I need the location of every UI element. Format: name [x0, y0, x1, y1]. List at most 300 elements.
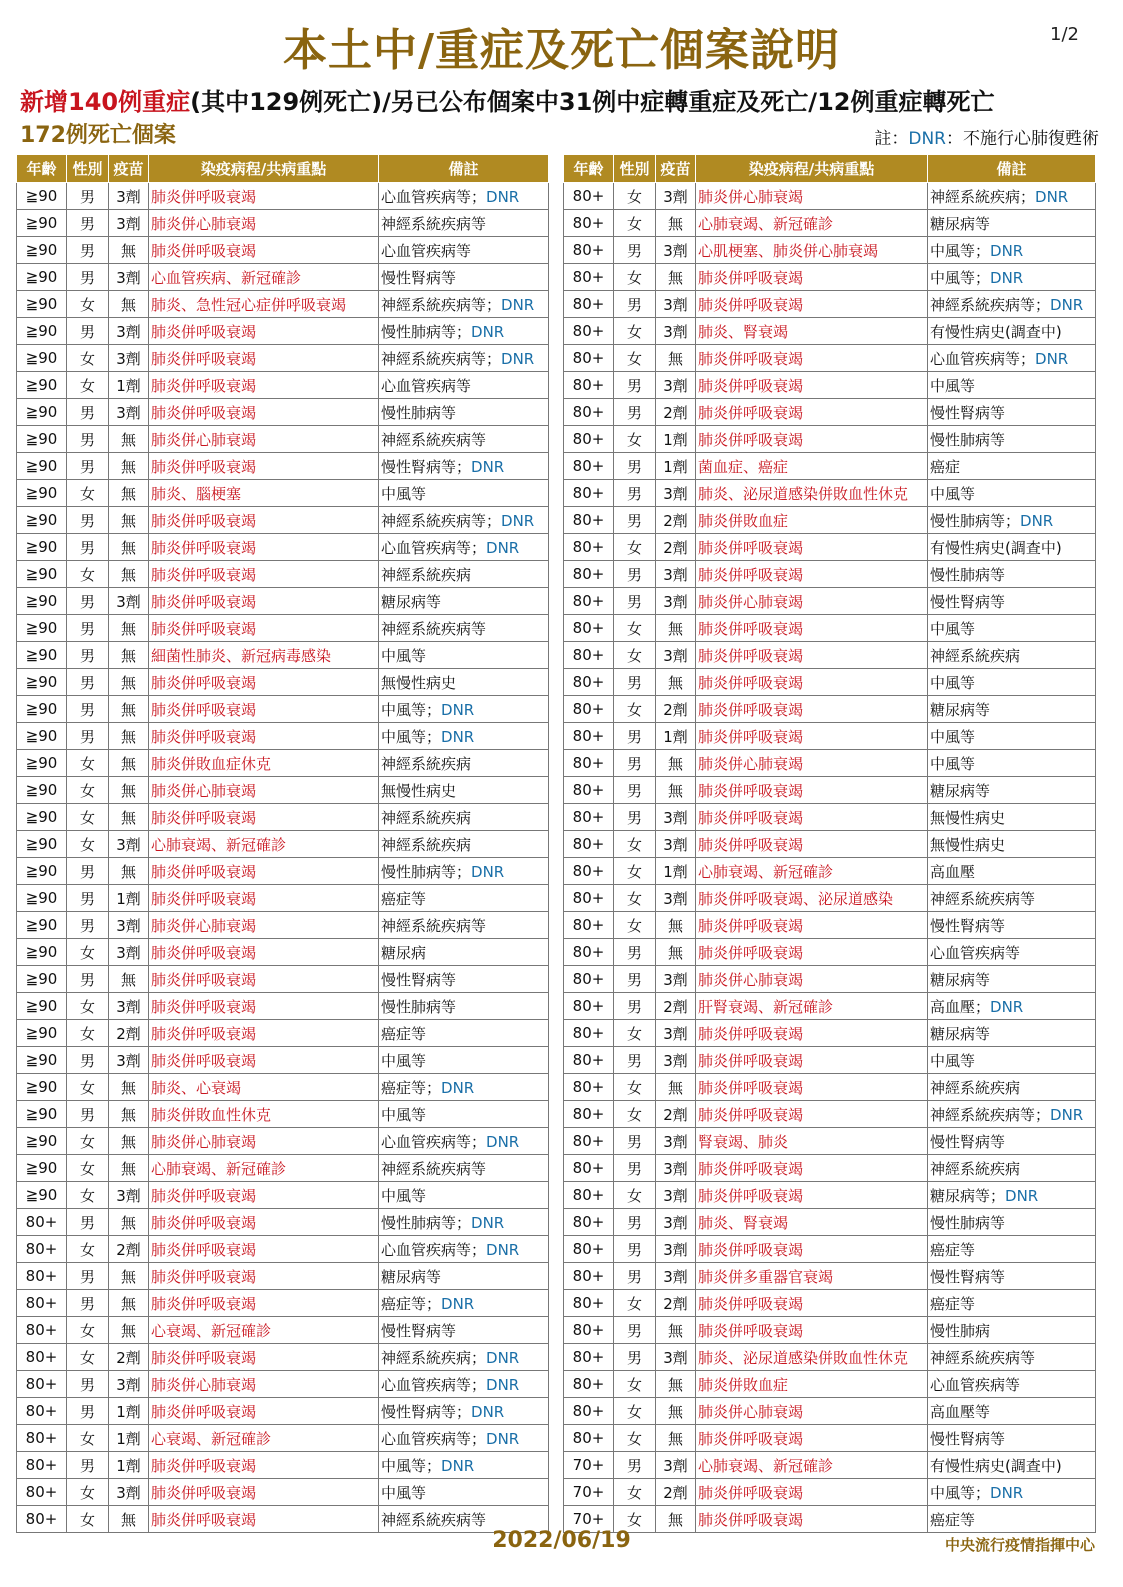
table-row — [564, 1155, 1096, 1182]
sex-cell: 男 — [614, 1209, 656, 1236]
sex-cell: 男 — [67, 237, 109, 264]
age-cell: 80+ — [564, 1263, 614, 1290]
course-cell: 細菌性肺炎、新冠病毒感染 — [149, 642, 379, 669]
age-cell: 70+ — [564, 1452, 614, 1479]
course-cell: 肺炎併心肺衰竭 — [149, 1371, 379, 1398]
sex-cell: 男 — [67, 1290, 109, 1317]
sex-cell: 男 — [614, 1317, 656, 1344]
remarks-cell — [928, 993, 1096, 1020]
remarks-cell: 神經系統疾病 — [928, 1155, 1096, 1182]
course-cell: 肺炎併呼吸衰竭 — [696, 642, 928, 669]
sex-cell: 男 — [67, 210, 109, 237]
table-row — [17, 210, 549, 237]
table-row — [564, 1290, 1096, 1317]
vaccine-cell: 無 — [656, 939, 696, 966]
sex-cell: 女 — [614, 1398, 656, 1425]
dnr-tag: DNR — [486, 1348, 520, 1367]
sex-cell: 女 — [67, 1479, 109, 1506]
vaccine-cell: 無 — [656, 1506, 696, 1533]
sex-cell: 女 — [67, 1128, 109, 1155]
dnr-tag: DNR — [1050, 295, 1084, 314]
vaccine-cell: 2劑 — [656, 534, 696, 561]
age-cell: ≧90 — [17, 750, 67, 777]
remarks-cell: 慢性腎病等 — [379, 966, 549, 993]
remarks-cell: 無慢性病史 — [379, 777, 549, 804]
age-cell: ≧90 — [17, 345, 67, 372]
remarks-text: 心血管疾病等； — [381, 1240, 487, 1259]
table-row — [17, 237, 549, 264]
age-cell: ≧90 — [17, 1182, 67, 1209]
table-row — [564, 1209, 1096, 1236]
remarks-cell: 癌症等 — [928, 1506, 1096, 1533]
table-row — [564, 966, 1096, 993]
sex-cell: 女 — [614, 183, 656, 210]
sex-cell: 女 — [614, 1506, 656, 1533]
table-row — [17, 1344, 549, 1371]
note-prefix: 註： — [874, 129, 909, 149]
course-cell: 心肺衰竭、新冠確診 — [149, 831, 379, 858]
remarks-cell: 有慢性病史(調查中) — [928, 534, 1096, 561]
table-row — [17, 183, 549, 210]
age-cell: 80+ — [564, 588, 614, 615]
course-cell: 肺炎、腎衰竭 — [696, 1209, 928, 1236]
remarks-cell — [379, 1425, 549, 1452]
table-row — [17, 1263, 549, 1290]
sex-cell: 女 — [614, 426, 656, 453]
age-cell: 80+ — [564, 1074, 614, 1101]
remarks-cell — [379, 1452, 549, 1479]
remarks-cell: 癌症等 — [928, 1290, 1096, 1317]
remarks-cell — [379, 1236, 549, 1263]
sex-cell: 男 — [67, 885, 109, 912]
table-row — [17, 1452, 549, 1479]
table-row — [17, 1209, 549, 1236]
remarks-text: 慢性肺病等； — [381, 322, 472, 341]
sex-cell: 男 — [67, 1263, 109, 1290]
table-row — [17, 345, 549, 372]
course-cell: 肺炎併呼吸衰竭 — [696, 669, 928, 696]
remarks-cell — [928, 345, 1096, 372]
dnr-tag: DNR — [1035, 187, 1069, 206]
sex-cell: 男 — [67, 669, 109, 696]
remarks-text: 糖尿病等； — [930, 1186, 1006, 1205]
table-row — [17, 1317, 549, 1344]
age-cell: 80+ — [564, 1236, 614, 1263]
sex-cell: 女 — [614, 696, 656, 723]
remarks-cell: 中風等 — [928, 372, 1096, 399]
sex-cell: 女 — [67, 1317, 109, 1344]
sex-cell: 男 — [67, 642, 109, 669]
age-cell: ≧90 — [17, 237, 67, 264]
remarks-cell — [379, 1371, 549, 1398]
table-row — [564, 210, 1096, 237]
course-cell: 肺炎併呼吸衰竭 — [149, 1182, 379, 1209]
dnr-tag: DNR — [471, 322, 505, 341]
course-cell: 心肺衰竭、新冠確診 — [696, 210, 928, 237]
remarks-text: 心血管疾病等； — [381, 538, 487, 557]
age-cell: 80+ — [564, 1101, 614, 1128]
remarks-text: 神經系統疾病等； — [930, 295, 1051, 314]
remarks-cell: 慢性腎病等 — [928, 399, 1096, 426]
sex-cell: 男 — [67, 723, 109, 750]
remarks-cell — [379, 1209, 549, 1236]
col-vaccine: 疫苗 — [656, 155, 696, 183]
vaccine-cell: 無 — [656, 1074, 696, 1101]
table-row — [17, 1074, 549, 1101]
table-row — [564, 1182, 1096, 1209]
table-row — [17, 1479, 549, 1506]
sex-cell: 男 — [67, 318, 109, 345]
course-cell: 肺炎併呼吸衰竭 — [696, 831, 928, 858]
remarks-cell: 中風等 — [379, 480, 549, 507]
course-cell: 肺炎併呼吸衰竭 — [696, 372, 928, 399]
table-row — [17, 1371, 549, 1398]
dnr-tag: DNR — [441, 1294, 475, 1313]
vaccine-cell: 3劑 — [656, 885, 696, 912]
vaccine-cell: 無 — [656, 345, 696, 372]
sex-cell: 男 — [614, 966, 656, 993]
table-row — [17, 426, 549, 453]
course-cell: 肺炎、泌尿道感染併敗血性休克 — [696, 480, 928, 507]
table-row — [564, 1101, 1096, 1128]
remarks-cell: 糖尿病等 — [928, 1020, 1096, 1047]
vaccine-cell: 3劑 — [656, 804, 696, 831]
vaccine-cell: 3劑 — [656, 1344, 696, 1371]
table-row — [564, 1317, 1096, 1344]
vaccine-cell: 1劑 — [656, 723, 696, 750]
note-dnr: DNR — [908, 129, 946, 149]
table-row — [564, 1344, 1096, 1371]
age-cell: 80+ — [564, 831, 614, 858]
sex-cell: 男 — [614, 1344, 656, 1371]
age-cell: 80+ — [17, 1479, 67, 1506]
case-table-left — [16, 154, 549, 1533]
table-row — [564, 1047, 1096, 1074]
table-row — [17, 858, 549, 885]
dnr-tag: DNR — [486, 1132, 520, 1151]
remarks-text: 神經系統疾病等； — [381, 349, 502, 368]
vaccine-cell: 無 — [109, 1317, 149, 1344]
remarks-cell: 神經系統疾病 — [379, 750, 549, 777]
age-cell: 80+ — [564, 480, 614, 507]
course-cell: 肺炎併呼吸衰竭 — [149, 1344, 379, 1371]
remarks-cell: 神經系統疾病 — [928, 1074, 1096, 1101]
dnr-tag: DNR — [486, 538, 520, 557]
remarks-cell: 糖尿病等 — [928, 966, 1096, 993]
age-cell: 80+ — [564, 1344, 614, 1371]
vaccine-cell: 2劑 — [656, 696, 696, 723]
table-row — [17, 1128, 549, 1155]
age-cell: 80+ — [17, 1371, 67, 1398]
age-cell: 80+ — [564, 372, 614, 399]
sex-cell: 女 — [67, 750, 109, 777]
table-row — [564, 1398, 1096, 1425]
age-cell: 80+ — [564, 642, 614, 669]
vaccine-cell: 3劑 — [656, 1155, 696, 1182]
sex-cell: 男 — [67, 264, 109, 291]
table-row — [17, 1020, 549, 1047]
remarks-cell — [379, 291, 549, 318]
course-cell: 心肺衰竭、新冠確診 — [149, 1155, 379, 1182]
col-course: 染疫病程/共病重點 — [696, 155, 928, 183]
table-row — [564, 750, 1096, 777]
course-cell: 肺炎併心肺衰竭 — [149, 912, 379, 939]
course-cell: 心肌梗塞、肺炎併心肺衰竭 — [696, 237, 928, 264]
age-cell: 80+ — [17, 1344, 67, 1371]
remarks-cell: 心血管疾病等 — [379, 372, 549, 399]
table-row — [17, 831, 549, 858]
remarks-cell: 有慢性病史(調查中) — [928, 1452, 1096, 1479]
table-row — [17, 264, 549, 291]
remarks-text: 慢性肺病等； — [381, 862, 472, 881]
vaccine-cell: 3劑 — [656, 1209, 696, 1236]
remarks-cell — [379, 1290, 549, 1317]
age-cell: 80+ — [564, 723, 614, 750]
dnr-tag: DNR — [990, 268, 1024, 287]
course-cell: 肺炎併心肺衰竭 — [149, 210, 379, 237]
age-cell: 80+ — [564, 318, 614, 345]
age-cell: ≧90 — [17, 318, 67, 345]
remarks-cell — [379, 1128, 549, 1155]
remarks-cell: 糖尿病等 — [379, 588, 549, 615]
age-cell: 80+ — [564, 885, 614, 912]
remarks-text: 心血管疾病等； — [381, 1375, 487, 1394]
sex-cell: 女 — [67, 372, 109, 399]
remarks-cell — [928, 1479, 1096, 1506]
dnr-tag: DNR — [501, 511, 535, 530]
course-cell: 肺炎併呼吸衰竭 — [696, 1020, 928, 1047]
vaccine-cell: 3劑 — [109, 345, 149, 372]
sex-cell: 女 — [67, 1182, 109, 1209]
vaccine-cell: 3劑 — [656, 561, 696, 588]
remarks-cell: 慢性腎病等 — [379, 1317, 549, 1344]
table-row — [564, 1020, 1096, 1047]
remarks-cell: 慢性肺病等 — [379, 993, 549, 1020]
sex-cell: 男 — [614, 750, 656, 777]
vaccine-cell: 1劑 — [656, 426, 696, 453]
age-cell: ≧90 — [17, 993, 67, 1020]
vaccine-cell: 3劑 — [109, 183, 149, 210]
table-row — [564, 588, 1096, 615]
vaccine-cell: 無 — [109, 1074, 149, 1101]
dnr-tag: DNR — [471, 1213, 505, 1232]
remarks-text: 中風等； — [381, 700, 442, 719]
table-row — [17, 534, 549, 561]
sex-cell: 男 — [614, 453, 656, 480]
remarks-cell: 中風等 — [928, 480, 1096, 507]
death-count: 172例死亡個案 — [20, 123, 176, 148]
age-cell: 70+ — [564, 1479, 614, 1506]
table-row — [564, 237, 1096, 264]
remarks-cell: 神經系統疾病等 — [379, 912, 549, 939]
vaccine-cell: 無 — [656, 1317, 696, 1344]
course-cell: 肺炎併呼吸衰竭 — [696, 1047, 928, 1074]
remarks-text: 癌症等； — [381, 1078, 442, 1097]
sex-cell: 女 — [614, 264, 656, 291]
age-cell: ≧90 — [17, 615, 67, 642]
age-cell: 80+ — [564, 777, 614, 804]
table-row — [564, 831, 1096, 858]
sex-cell: 男 — [67, 696, 109, 723]
remarks-cell — [928, 507, 1096, 534]
sex-cell: 女 — [614, 1425, 656, 1452]
age-cell: ≧90 — [17, 723, 67, 750]
remarks-cell: 神經系統疾病等 — [379, 1155, 549, 1182]
vaccine-cell: 1劑 — [109, 885, 149, 912]
sex-cell: 女 — [614, 210, 656, 237]
col-sex: 性別 — [67, 155, 109, 183]
vaccine-cell: 3劑 — [656, 480, 696, 507]
course-cell: 肺炎併呼吸衰竭 — [696, 561, 928, 588]
vaccine-cell: 無 — [656, 615, 696, 642]
vaccine-cell: 2劑 — [109, 1344, 149, 1371]
course-cell: 肺炎併呼吸衰竭 — [149, 534, 379, 561]
vaccine-cell: 無 — [109, 615, 149, 642]
vaccine-cell: 3劑 — [109, 399, 149, 426]
table-row — [17, 777, 549, 804]
vaccine-cell: 3劑 — [656, 1263, 696, 1290]
remarks-cell: 糖尿病等 — [379, 1263, 549, 1290]
table-row — [564, 723, 1096, 750]
course-cell: 肺炎併呼吸衰竭 — [149, 885, 379, 912]
course-cell: 肺炎併呼吸衰竭 — [696, 345, 928, 372]
table-row — [564, 804, 1096, 831]
vaccine-cell: 無 — [109, 507, 149, 534]
vaccine-cell: 2劑 — [656, 507, 696, 534]
age-cell: 80+ — [564, 993, 614, 1020]
table-row — [564, 615, 1096, 642]
vaccine-cell: 無 — [109, 966, 149, 993]
table-row — [564, 1452, 1096, 1479]
sex-cell: 男 — [614, 237, 656, 264]
remarks-text: 中風等； — [381, 727, 442, 746]
course-cell: 心血管疾病、新冠確診 — [149, 264, 379, 291]
vaccine-cell: 無 — [109, 777, 149, 804]
sex-cell: 女 — [614, 534, 656, 561]
course-cell: 肺炎併呼吸衰竭 — [696, 399, 928, 426]
sex-cell: 男 — [614, 777, 656, 804]
course-cell: 菌血症、癌症 — [696, 453, 928, 480]
dnr-tag: DNR — [471, 862, 505, 881]
remarks-cell: 心血管疾病等 — [928, 939, 1096, 966]
dnr-tag: DNR — [990, 997, 1024, 1016]
sex-cell: 女 — [67, 1425, 109, 1452]
remarks-cell: 神經系統疾病 — [379, 804, 549, 831]
vaccine-cell: 2劑 — [656, 993, 696, 1020]
remarks-cell — [379, 1344, 549, 1371]
remarks-cell: 糖尿病 — [379, 939, 549, 966]
vaccine-cell: 無 — [656, 750, 696, 777]
age-cell: 80+ — [564, 561, 614, 588]
vaccine-cell: 無 — [109, 1209, 149, 1236]
age-cell: ≧90 — [17, 1155, 67, 1182]
age-cell: ≧90 — [17, 1020, 67, 1047]
table-row — [564, 1236, 1096, 1263]
course-cell: 肺炎併呼吸衰竭 — [696, 777, 928, 804]
course-cell: 肺炎併呼吸衰竭 — [149, 588, 379, 615]
sex-cell: 男 — [614, 480, 656, 507]
remarks-cell: 無慢性病史 — [928, 804, 1096, 831]
course-cell: 心肺衰竭、新冠確診 — [696, 1452, 928, 1479]
vaccine-cell: 無 — [109, 1128, 149, 1155]
vaccine-cell: 2劑 — [109, 1236, 149, 1263]
age-cell: 80+ — [564, 1155, 614, 1182]
course-cell: 肺炎、急性冠心症併呼吸衰竭 — [149, 291, 379, 318]
age-cell: 80+ — [564, 534, 614, 561]
age-cell: ≧90 — [17, 777, 67, 804]
dnr-tag: DNR — [486, 1429, 520, 1448]
course-cell: 肺炎併心肺衰竭 — [696, 966, 928, 993]
course-cell: 肺炎併心肺衰竭 — [696, 1398, 928, 1425]
course-cell: 肺炎併呼吸衰竭 — [149, 318, 379, 345]
remarks-text: 高血壓； — [930, 997, 991, 1016]
age-cell: 80+ — [564, 507, 614, 534]
age-cell: ≧90 — [17, 426, 67, 453]
course-cell: 肺炎併呼吸衰竭 — [149, 183, 379, 210]
remarks-cell: 神經系統疾病 — [928, 642, 1096, 669]
dnr-tag: DNR — [1005, 1186, 1039, 1205]
sex-cell: 男 — [614, 561, 656, 588]
vaccine-cell: 3劑 — [656, 831, 696, 858]
age-cell: ≧90 — [17, 696, 67, 723]
vaccine-cell: 3劑 — [656, 372, 696, 399]
age-cell: 80+ — [17, 1398, 67, 1425]
course-cell: 肺炎、心衰竭 — [149, 1074, 379, 1101]
table-row — [17, 318, 549, 345]
sex-cell: 女 — [67, 831, 109, 858]
course-cell: 肺炎併心肺衰竭 — [149, 1128, 379, 1155]
table-row — [17, 804, 549, 831]
course-cell: 肺炎併敗血症 — [696, 1371, 928, 1398]
remarks-cell: 心血管疾病等 — [379, 237, 549, 264]
course-cell: 肺炎併呼吸衰竭 — [696, 615, 928, 642]
vaccine-cell: 無 — [109, 534, 149, 561]
vaccine-cell: 3劑 — [656, 183, 696, 210]
course-cell: 肺炎併呼吸衰竭 — [149, 1398, 379, 1425]
age-cell: 80+ — [564, 750, 614, 777]
table-row — [17, 993, 549, 1020]
remarks-cell: 中風等 — [379, 1182, 549, 1209]
vaccine-cell: 3劑 — [656, 966, 696, 993]
age-cell: ≧90 — [17, 534, 67, 561]
remarks-text: 心血管疾病等； — [381, 1429, 487, 1448]
col-sex: 性別 — [614, 155, 656, 183]
vaccine-cell: 1劑 — [109, 372, 149, 399]
remarks-cell: 慢性肺病等 — [928, 561, 1096, 588]
course-cell: 肺炎併多重器官衰竭 — [696, 1263, 928, 1290]
course-cell: 肺炎併呼吸衰竭 — [696, 264, 928, 291]
dnr-tag: DNR — [486, 1240, 520, 1259]
course-cell: 肺炎併呼吸衰竭 — [149, 993, 379, 1020]
sex-cell: 女 — [614, 831, 656, 858]
sex-cell: 男 — [67, 399, 109, 426]
vaccine-cell: 3劑 — [109, 318, 149, 345]
age-cell: 80+ — [17, 1236, 67, 1263]
table-row — [17, 1155, 549, 1182]
age-cell: 80+ — [564, 696, 614, 723]
sex-cell: 男 — [67, 1209, 109, 1236]
course-cell: 肺炎併呼吸衰竭 — [696, 1479, 928, 1506]
remarks-cell: 中風等 — [379, 1479, 549, 1506]
sex-cell: 男 — [614, 804, 656, 831]
sex-cell: 男 — [67, 183, 109, 210]
table-row — [17, 669, 549, 696]
remarks-cell: 癌症等 — [379, 1020, 549, 1047]
vaccine-cell: 無 — [109, 1263, 149, 1290]
remarks-cell — [379, 534, 549, 561]
vaccine-cell: 無 — [109, 642, 149, 669]
vaccine-cell: 無 — [109, 1290, 149, 1317]
